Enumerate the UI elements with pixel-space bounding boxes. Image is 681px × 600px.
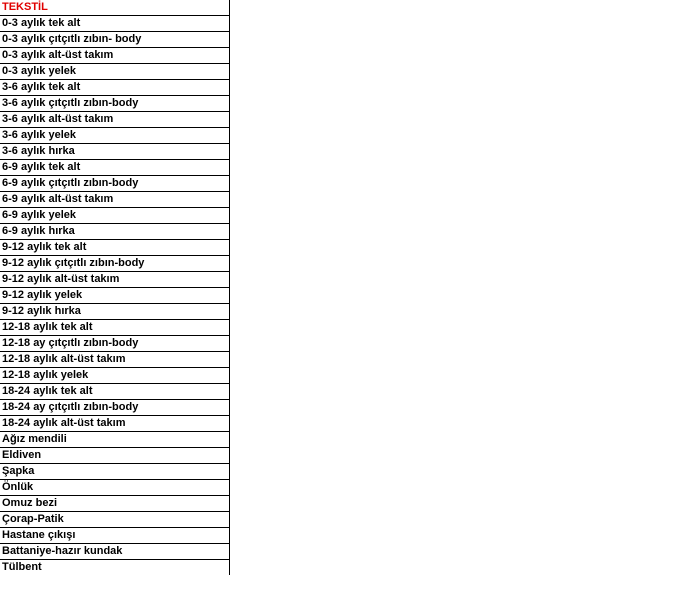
table-row — [0, 176, 230, 192]
item-cell[interactable]: 6-9 aylık çıtçıtlı zıbın-body — [0, 176, 230, 192]
item-cell[interactable]: Hastane çıkışı — [0, 528, 230, 544]
table-row — [0, 544, 230, 560]
item-cell[interactable]: 0-3 aylık tek alt — [0, 16, 230, 32]
item-cell[interactable]: Önlük — [0, 480, 230, 496]
item-cell[interactable]: 9-12 aylık alt-üst takım — [0, 272, 230, 288]
table-row — [0, 304, 230, 320]
item-cell[interactable]: 0-3 aylık çıtçıtlı zıbın- body — [0, 32, 230, 48]
item-cell[interactable]: 0-3 aylık alt-üst takım — [0, 48, 230, 64]
item-cell[interactable]: Şapka — [0, 464, 230, 480]
item-cell[interactable]: 6-9 aylık hırka — [0, 224, 230, 240]
item-cell[interactable]: 12-18 aylık yelek — [0, 368, 230, 384]
item-cell[interactable]: 6-9 aylık alt-üst takım — [0, 192, 230, 208]
table-row — [0, 16, 230, 32]
table-row — [0, 464, 230, 480]
item-cell[interactable]: 3-6 aylık alt-üst takım — [0, 112, 230, 128]
table-row — [0, 240, 230, 256]
table-row — [0, 80, 230, 96]
table-row — [0, 224, 230, 240]
table-row — [0, 512, 230, 528]
item-cell[interactable]: 3-6 aylık yelek — [0, 128, 230, 144]
table-row — [0, 432, 230, 448]
table-row — [0, 352, 230, 368]
textile-list-table — [0, 0, 230, 575]
item-cell[interactable]: 3-6 aylık çıtçıtlı zıbın-body — [0, 96, 230, 112]
table-row — [0, 96, 230, 112]
table-row — [0, 336, 230, 352]
table-row — [0, 480, 230, 496]
table-row — [0, 528, 230, 544]
item-cell[interactable]: 18-24 aylık tek alt — [0, 384, 230, 400]
table-row — [0, 288, 230, 304]
item-cell[interactable]: 12-18 ay çıtçıtlı zıbın-body — [0, 336, 230, 352]
table-row — [0, 256, 230, 272]
item-cell[interactable]: 9-12 aylık yelek — [0, 288, 230, 304]
item-cell[interactable]: 3-6 aylık tek alt — [0, 80, 230, 96]
table-row — [0, 64, 230, 80]
header-row — [0, 0, 230, 16]
table-body — [0, 0, 230, 575]
item-cell[interactable]: Çorap-Patik — [0, 512, 230, 528]
table-row — [0, 400, 230, 416]
item-cell[interactable]: 18-24 aylık alt-üst takım — [0, 416, 230, 432]
table-row — [0, 144, 230, 160]
item-cell[interactable]: 6-9 aylık yelek — [0, 208, 230, 224]
header-cell[interactable]: TEKSTİL — [0, 0, 230, 16]
table-row — [0, 32, 230, 48]
item-cell[interactable]: 6-9 aylık tek alt — [0, 160, 230, 176]
item-cell[interactable]: 12-18 aylık tek alt — [0, 320, 230, 336]
table-row — [0, 112, 230, 128]
table-row — [0, 208, 230, 224]
table-row — [0, 416, 230, 432]
item-cell[interactable]: 0-3 aylık yelek — [0, 64, 230, 80]
item-cell[interactable]: Omuz bezi — [0, 496, 230, 512]
table-row — [0, 272, 230, 288]
item-cell[interactable]: 18-24 ay çıtçıtlı zıbın-body — [0, 400, 230, 416]
table-row — [0, 192, 230, 208]
item-cell[interactable]: 9-12 aylık hırka — [0, 304, 230, 320]
item-cell[interactable]: 9-12 aylık tek alt — [0, 240, 230, 256]
item-cell[interactable]: Battaniye-hazır kundak — [0, 544, 230, 560]
table-row — [0, 368, 230, 384]
item-cell[interactable]: Ağız mendili — [0, 432, 230, 448]
table-row — [0, 160, 230, 176]
item-cell[interactable]: 9-12 aylık çıtçıtlı zıbın-body — [0, 256, 230, 272]
item-cell[interactable]: Eldiven — [0, 448, 230, 464]
item-cell[interactable]: 12-18 aylık alt-üst takım — [0, 352, 230, 368]
table-row — [0, 496, 230, 512]
table-row — [0, 48, 230, 64]
item-cell[interactable]: 3-6 aylık hırka — [0, 144, 230, 160]
item-cell[interactable]: Tülbent — [0, 560, 230, 576]
table-row — [0, 560, 230, 576]
table-row — [0, 384, 230, 400]
table-row — [0, 128, 230, 144]
table-row — [0, 448, 230, 464]
table-row — [0, 320, 230, 336]
